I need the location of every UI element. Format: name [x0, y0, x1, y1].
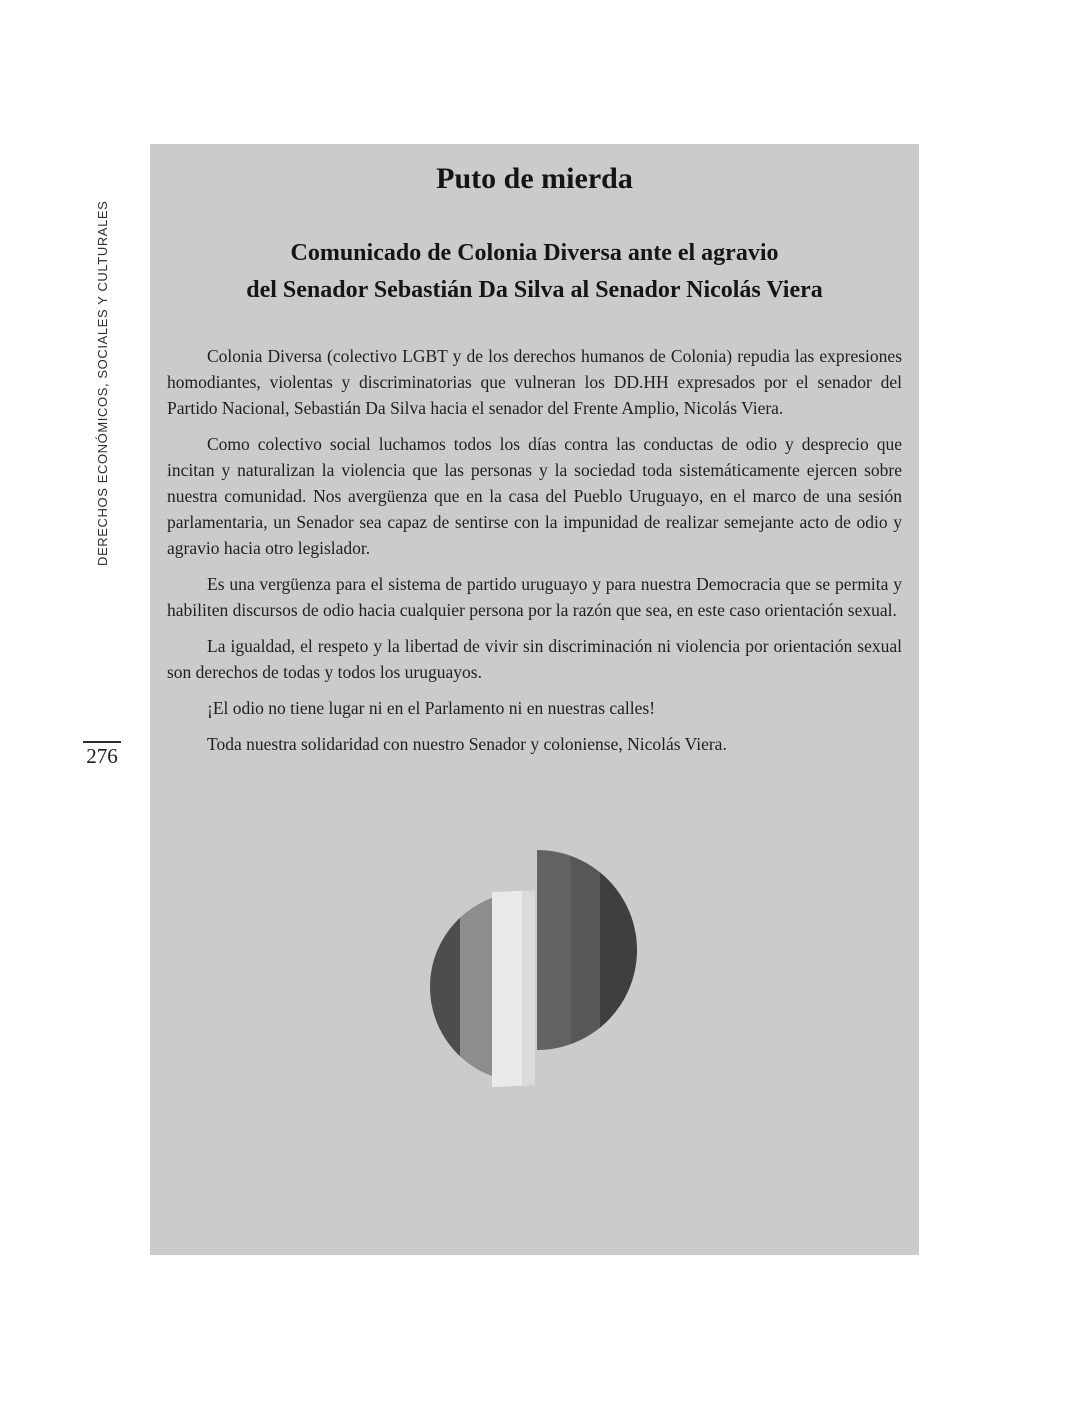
subtitle-line-1: Comunicado de Colonia Diversa ante el agravio: [290, 240, 779, 266]
article-subtitle: [167, 235, 902, 309]
page-number-rule: [83, 741, 121, 743]
paragraph: Toda nuestra solidaridad con nuestro Senador y coloniense, Nicolás Viera.: [207, 734, 727, 754]
article-title: Puto de mierda: [436, 162, 633, 195]
paragraph: Es una vergüenza para el sistema de partido uruguayo y para nuestra Democracia que se permita y habiliten discursos de odio hacia cualquier persona por la razón que sea, en este caso orientación sexual.: [167, 574, 902, 620]
logo-light-bar: [492, 890, 535, 1087]
sidebar-vertical-label: DERECHOS ECONÓMICOS, SOCIALES Y CULTURALES: [95, 200, 110, 566]
page-number-block: [83, 741, 121, 768]
paragraph: La igualdad, el respeto y la libertad de vivir sin discriminación ni violencia por orientación sexual son derechos de todas y todos los uruguayos.: [167, 636, 902, 682]
content-card: [150, 144, 919, 1255]
colonia-diversa-pride-circle-logo: [425, 845, 640, 1090]
paragraph: ¡El odio no tiene lugar ni en el Parlamento ni en nuestras calles!: [207, 698, 656, 718]
article-body: [167, 343, 902, 757]
page-number: 276: [86, 744, 118, 768]
subtitle-line-2: del Senador Sebastián Da Silva al Senador Nicolás Viera: [246, 277, 823, 303]
logo-right-half: [537, 845, 640, 1055]
paragraph: Como colectivo social luchamos todos los días contra las conductas de odio y desprecio que incitan y naturalizan la violencia que las personas y la sociedad toda sistemáticamente ejercen sobre nuestra comunidad. Nos avergüenza que en la casa del Pueblo Uruguayo, en el marco de una sesión parlamentaria, un Senador sea capaz de sentirse con la impunidad de realizar semejante acto de odio y agravio hacia otro legislador.: [167, 434, 902, 558]
paragraph: Colonia Diversa (colectivo LGBT y de los derechos humanos de Colonia) repudia las expresiones homodiantes, violentas y discriminatorias que vulneran los DD.HH expresados por el senador del Partido Nacional, Sebastián Da Silva hacia el senador del Frente Amplio, Nicolás Viera.: [167, 346, 902, 418]
